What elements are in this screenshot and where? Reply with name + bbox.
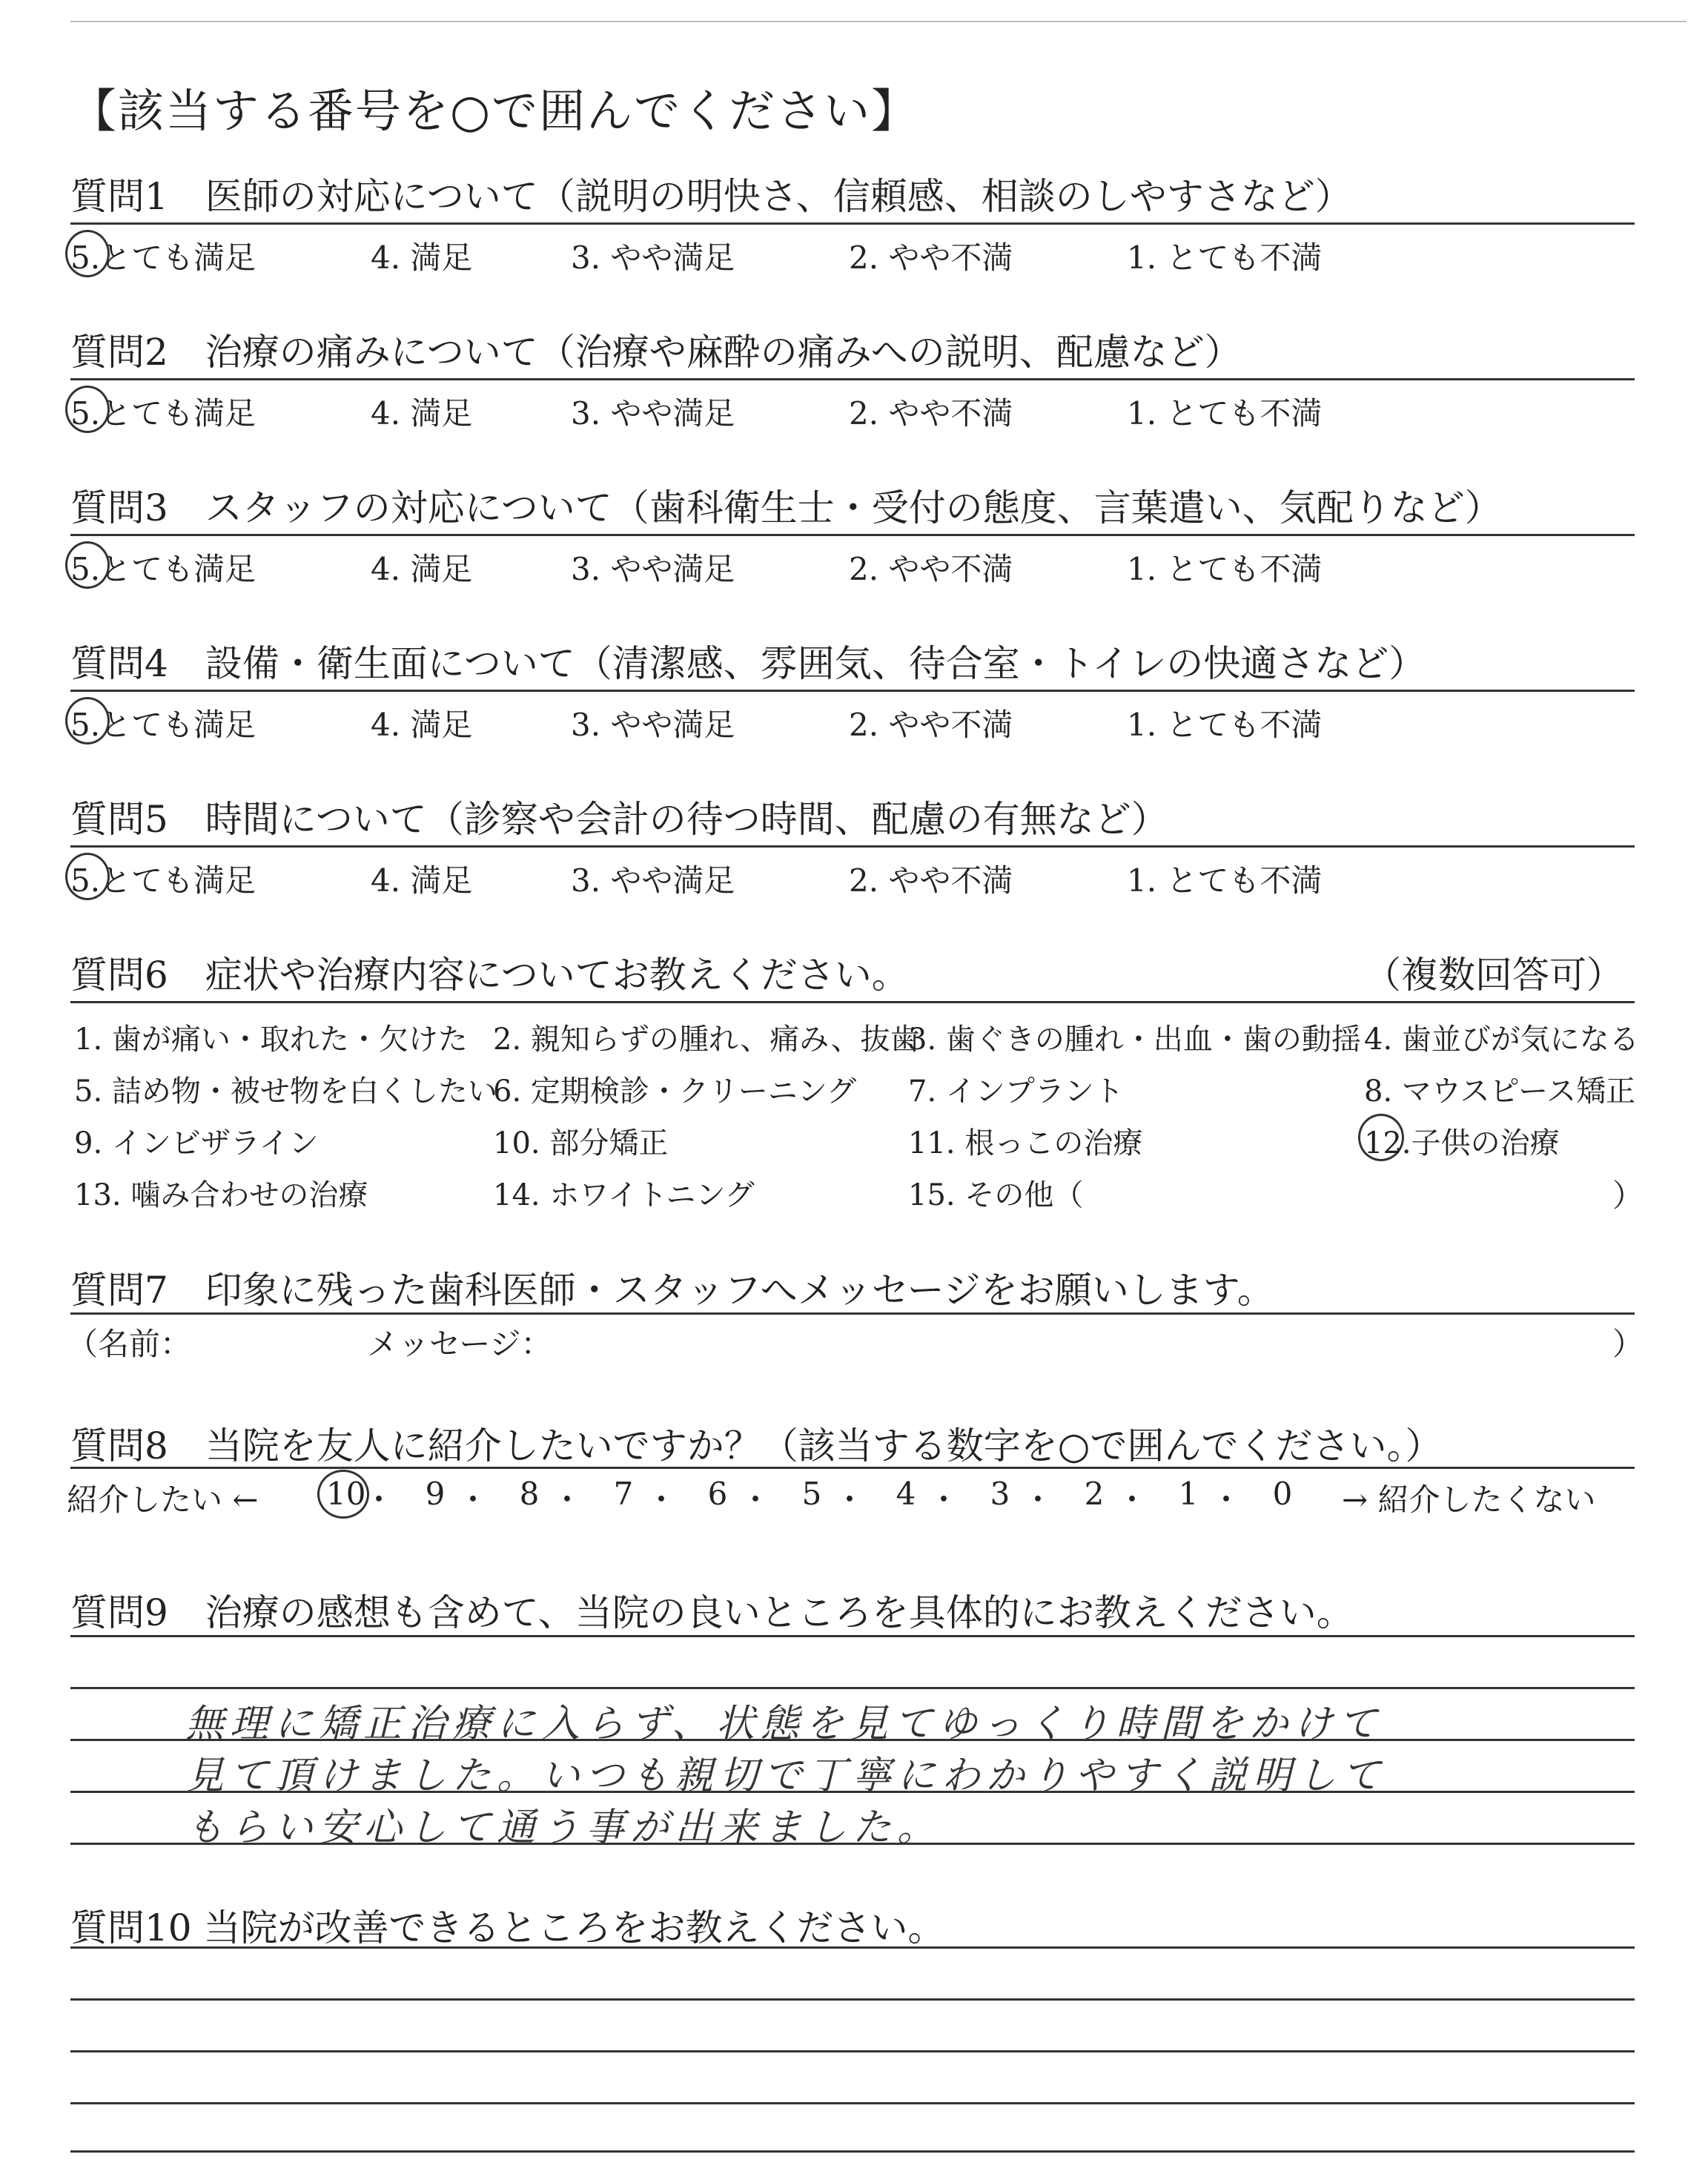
rule [70, 378, 1635, 380]
q6-item-2[interactable]: 2. 親知らずの腫れ、痛み、抜歯 [493, 1023, 920, 1057]
q5-option-2[interactable]: 2. やや不満 [849, 862, 1013, 899]
q2-option-4[interactable]: 4. 満足 [371, 395, 473, 432]
question-3-title: 質問3 スタッフの対応について（歯科衛生士・受付の態度、言葉遣い、気配りなど） [70, 486, 1502, 529]
q6-item-13[interactable]: 13. 噛み合わせの治療 [74, 1178, 368, 1212]
question-2-title: 質問2 治療の痛みについて（治療や麻酔の痛みへの説明、配慮など） [70, 331, 1242, 374]
rule [70, 845, 1635, 848]
page-header: 【該当する番号を○で囲んでください】 [70, 84, 919, 138]
handwritten-answer-line-1: 無理に矯正治療に入らず、状態を見てゆっくり時間をかけて [185, 1702, 1383, 1746]
scale-separator: ・ [1211, 1482, 1242, 1518]
q6-item-5[interactable]: 5. 詰め物・被せ物を白くしたい [74, 1074, 497, 1109]
q4-option-5[interactable]: 5.とても満足 [70, 707, 256, 743]
rule [70, 1739, 1635, 1741]
rule [70, 1635, 1635, 1637]
q2-option-1[interactable]: 1. とても不満 [1127, 395, 1323, 432]
q6-item-8[interactable]: 8. マウスピース矯正 [1364, 1074, 1636, 1109]
q6-item-1[interactable]: 1. 歯が痛い・取れた・欠けた [74, 1023, 468, 1057]
rule [70, 1998, 1635, 2001]
q3-option-2[interactable]: 2. やや不満 [849, 551, 1013, 587]
q6-item-10[interactable]: 10. 部分矯正 [493, 1126, 669, 1160]
close-paren: ） [1612, 1178, 1644, 1214]
scale-separator: ・ [457, 1482, 489, 1518]
scale-number-3[interactable]: 3 [990, 1476, 1010, 1512]
q4-option-2[interactable]: 2. やや不満 [849, 707, 1013, 743]
q6-item-11[interactable]: 11. 根っこの治療 [908, 1126, 1143, 1160]
scale-number-1[interactable]: 1 [1178, 1476, 1199, 1512]
q6-item-3[interactable]: 3. 歯ぐきの腫れ・出血・歯の動揺 [908, 1023, 1361, 1057]
q5-option-1[interactable]: 1. とても不満 [1127, 862, 1323, 899]
q4-option-1[interactable]: 1. とても不満 [1127, 707, 1323, 743]
q2-option-5[interactable]: 5.とても満足 [70, 395, 256, 432]
message-label: メッセージ： [367, 1326, 552, 1362]
question-7-title: 質問7 印象に残った歯科医師・スタッフへメッセージをお願いします。 [70, 1269, 1274, 1312]
close-paren: ） [1612, 1326, 1644, 1362]
q3-option-4[interactable]: 4. 満足 [371, 551, 473, 587]
scale-separator: ・ [928, 1482, 960, 1518]
scale-number-5[interactable]: 5 [801, 1476, 822, 1512]
scale-number-6[interactable]: 6 [707, 1476, 728, 1512]
top-rule [70, 21, 1687, 22]
q2-option-2[interactable]: 2. やや不満 [849, 395, 1013, 432]
scale-separator: ・ [363, 1482, 395, 1518]
scale-number-7[interactable]: 7 [613, 1476, 634, 1512]
rule [70, 2102, 1635, 2104]
q6-item-15[interactable]: 15. その他（ [908, 1178, 1084, 1212]
question-1-title: 質問1 医師の対応について（説明の明快さ、信頼感、相談のしやすさなど） [70, 175, 1352, 218]
q1-option-5[interactable]: 5.とても満足 [70, 240, 256, 276]
scale-number-9[interactable]: 9 [425, 1476, 446, 1512]
q3-option-1[interactable]: 1. とても不満 [1127, 551, 1323, 587]
handwritten-answer-line-2: 見て頂けました。いつも親切で丁寧にわかりやすく説明して [185, 1754, 1387, 1798]
q5-option-4[interactable]: 4. 満足 [371, 862, 473, 899]
rule [70, 2050, 1635, 2052]
rule [70, 1467, 1635, 1469]
q6-item-9[interactable]: 9. インビザライン [74, 1126, 319, 1160]
q3-option-3[interactable]: 3. やや満足 [571, 551, 735, 587]
rule [70, 1946, 1635, 1949]
q5-option-5[interactable]: 5.とても満足 [70, 862, 256, 899]
rule [70, 1791, 1635, 1793]
scale-separator: ・ [740, 1482, 772, 1518]
question-10-title: 質問10 当院が改善できるところをお教えください。 [70, 1906, 945, 1949]
q3-option-5[interactable]: 5.とても満足 [70, 551, 256, 587]
q6-item-12[interactable]: 12.子供の治療 [1364, 1126, 1560, 1160]
question-6-title: 質問6 症状や治療内容についてお教えください。 [70, 954, 909, 997]
q4-option-3[interactable]: 3. やや満足 [571, 707, 735, 743]
q4-option-4[interactable]: 4. 満足 [371, 707, 473, 743]
scale-number-10[interactable]: 10 [326, 1476, 366, 1512]
q1-option-2[interactable]: 2. やや不満 [849, 240, 1013, 276]
q6-item-6[interactable]: 6. 定期検診・クリーニング [493, 1074, 857, 1109]
q5-option-3[interactable]: 3. やや満足 [571, 862, 735, 899]
question-9-title: 質問9 治療の感想も含めて、当院の良いところを具体的にお教えください。 [70, 1591, 1354, 1634]
scale-separator: ・ [552, 1482, 583, 1518]
rule [70, 1843, 1635, 1845]
rule [70, 690, 1635, 692]
q6-item-14[interactable]: 14. ホワイトニング [493, 1178, 755, 1212]
rule [70, 1001, 1635, 1003]
question-8-title: 質問8 当院を友人に紹介したいですか？（該当する数字を○で囲んでください。） [70, 1424, 1443, 1467]
handwritten-answer-line-3: もらい安心して通う事が出来ました。 [185, 1806, 942, 1850]
scale-separator: ・ [834, 1482, 866, 1518]
scale-left-label: 紹介したい ← [67, 1482, 259, 1518]
multiple-answer-note: （複数回答可） [1364, 954, 1623, 997]
scale-number-2[interactable]: 2 [1084, 1476, 1105, 1512]
rule [70, 222, 1635, 225]
scale-separator: ・ [1022, 1482, 1054, 1518]
scale-number-0[interactable]: 0 [1272, 1476, 1293, 1512]
scale-number-8[interactable]: 8 [519, 1476, 540, 1512]
q6-item-7[interactable]: 7. インプラント [908, 1074, 1124, 1109]
name-label: （名前： [67, 1326, 192, 1362]
question-5-title: 質問5 時間について（診察や会計の待つ時間、配慮の有無など） [70, 798, 1168, 841]
q1-option-4[interactable]: 4. 満足 [371, 240, 473, 276]
rule [70, 1687, 1635, 1689]
rule [70, 2150, 1635, 2153]
scale-separator: ・ [646, 1482, 678, 1518]
q1-option-1[interactable]: 1. とても不満 [1127, 240, 1323, 276]
q1-option-3[interactable]: 3. やや満足 [571, 240, 735, 276]
rule [70, 1312, 1635, 1315]
question-4-title: 質問4 設備・衛生面について（清潔感、雰囲気、待合室・トイレの快適さなど） [70, 642, 1426, 685]
scale-number-4[interactable]: 4 [896, 1476, 916, 1512]
q2-option-3[interactable]: 3. やや満足 [571, 395, 735, 432]
scale-right-label: → 紹介したくない [1342, 1482, 1596, 1518]
scale-separator: ・ [1116, 1482, 1148, 1518]
rule [70, 534, 1635, 536]
q6-item-4[interactable]: 4. 歯並びが気になる [1364, 1023, 1639, 1057]
